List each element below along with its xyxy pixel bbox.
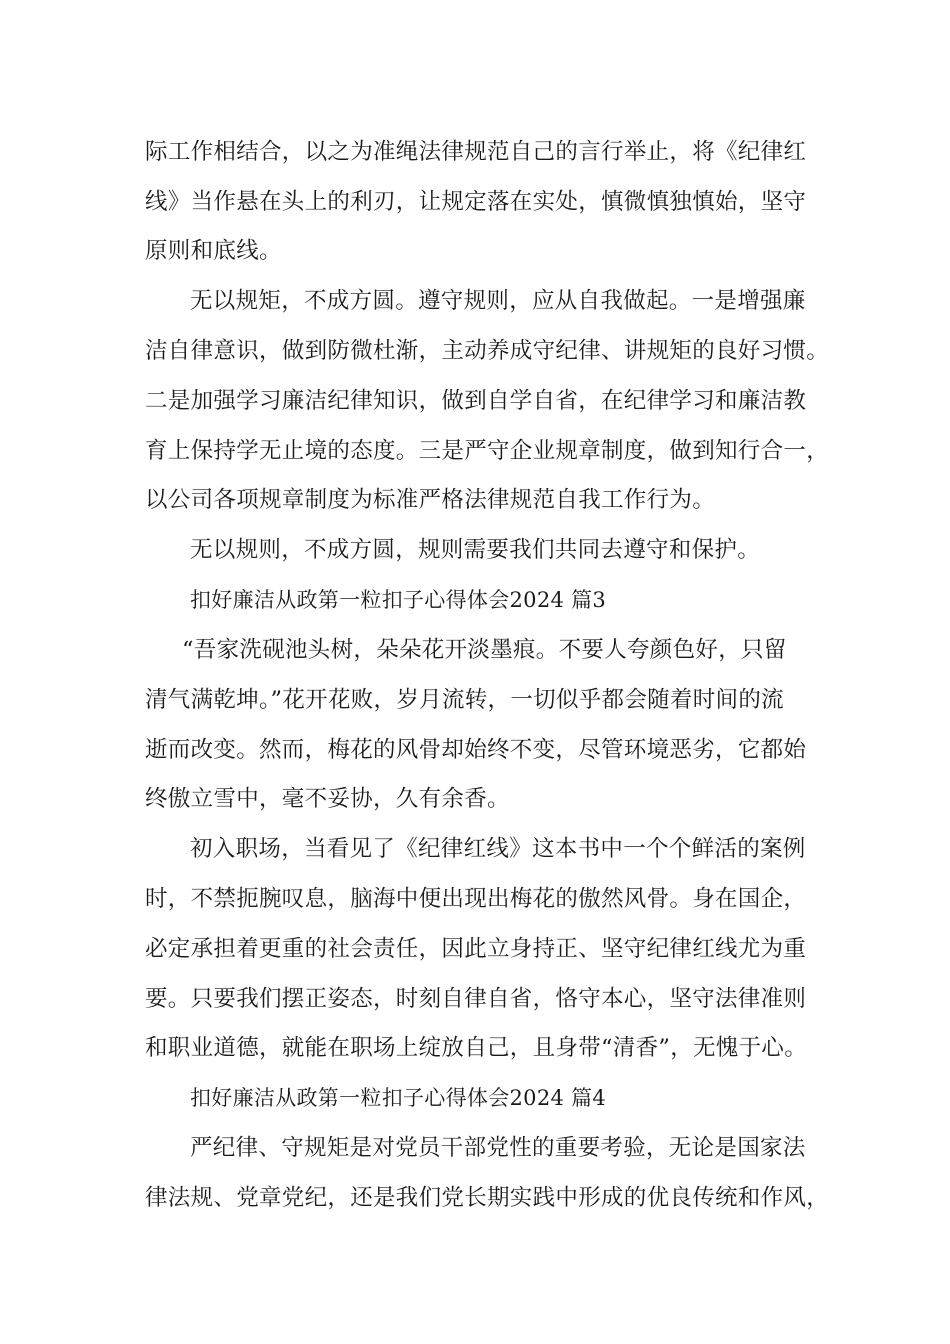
- text-line: 原则和底线。: [145, 238, 282, 264]
- section-heading: 扣好廉洁从政第一粒扣子心得体会2024 篇4: [190, 1086, 607, 1110]
- text-line: 以公司各项规章制度为标准严格法律规范自我工作行为。: [145, 487, 716, 513]
- text-line: 清气满乾坤。”花开花败，岁月流转，一切似乎都会随着时间的流: [145, 687, 784, 713]
- text-line: 育上保持学无止境的态度。三是严守企业规章制度，做到知行合一，: [145, 438, 830, 464]
- paragraph-first-line: 初入职场，当看见了《纪律红线》这本书中一个个鲜活的案例: [190, 836, 806, 862]
- paragraph-first-line: 无以规矩，不成方圆。遵守规则，应从自我做起。一是增强廉: [190, 288, 806, 314]
- text-line: 洁自律意识，做到防微杜渐，主动养成守纪律、讲规矩的良好习惯。: [145, 338, 830, 364]
- text-line: 律法规、党章党纪，还是我们党长期实践中形成的优良传统和作风，: [145, 1185, 830, 1211]
- text-line: 和职业道德，就能在职场上绽放自己，且身带“清香”，无愧于心。: [145, 1035, 808, 1061]
- text-line: 逝而改变。然而，梅花的风骨却始终不变，尽管环境恶劣，它都始: [145, 737, 807, 763]
- text-line: 必定承担着更重的社会责任，因此立身持正、坚守纪律红线尤为重: [145, 936, 807, 962]
- paragraph-first-line: “吾家洗砚池头树，朵朵花开淡墨痕。不要人夸颜色好，只留: [182, 637, 787, 663]
- paragraph-first-line: 无以规则，不成方圆，规则需要我们共同去遵守和保护。: [190, 537, 761, 563]
- text-line: 时，不禁扼腕叹息，脑海中便出现出梅花的傲然风骨。身在国企，: [145, 886, 807, 912]
- paragraph-first-line: 严纪律、守规矩是对党员干部党性的重要考验，无论是国家法: [190, 1135, 806, 1161]
- section-heading: 扣好廉洁从政第一粒扣子心得体会2024 篇3: [190, 588, 607, 612]
- text-line: 际工作相结合，以之为准绳法律规范自己的言行举止，将《纪律红: [145, 139, 807, 165]
- text-line: 终傲立雪中，毫不妥协，久有余香。: [145, 786, 510, 812]
- text-line: 要。只要我们摆正姿态，时刻自律自省，恪守本心，坚守法律准则: [145, 986, 807, 1012]
- text-line: 二是加强学习廉洁纪律知识，做到自学自省，在纪律学习和廉洁教: [145, 388, 807, 414]
- text-line: 线》当作悬在头上的利刃，让规定落在实处，慎微慎独慎始，坚守: [145, 189, 807, 215]
